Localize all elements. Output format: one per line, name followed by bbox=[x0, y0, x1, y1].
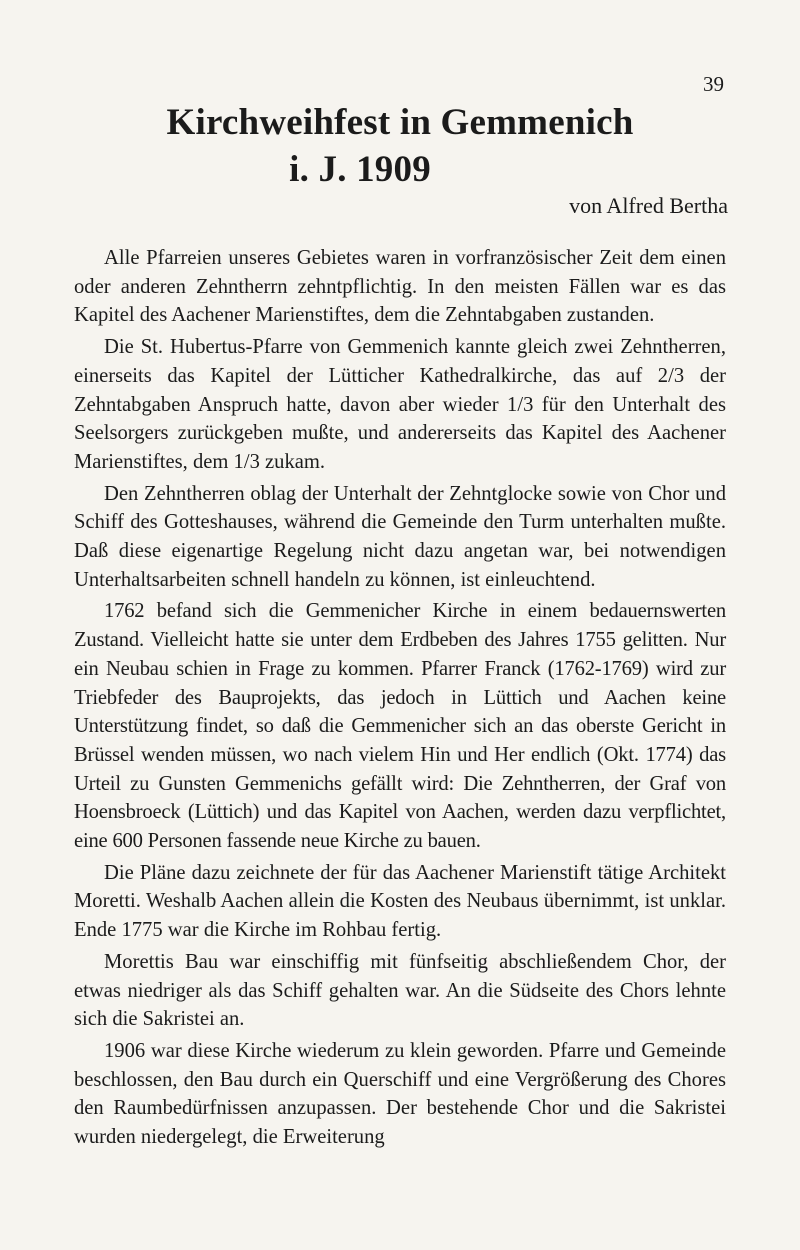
paragraph: Alle Pfarreien unseres Gebietes waren in vorfranzösischer Zeit dem einen oder anderen Zehntherrn zehntpflichtig. In den meisten Fällen war es das Kapitel des Aachener Marienstiftes, dem die Zehntabgaben zustanden. bbox=[74, 247, 726, 327]
paragraph: Die St. Hubertus-Pfarre von Gemmenich kannte gleich zwei Zehntherren, einerseits das Kapitel der Lütticher Kathedralkirche, das auf 2/3 der Zehntabgaben Anspruch hatte, davon aber wieder 1/3 für den Unterhalt des Seelsorgers zurückgeben mußte, und andererseits das Kapitel des Aachener Marienstiftes, dem 1/3 zukam. bbox=[74, 336, 726, 473]
article-body bbox=[74, 244, 726, 1155]
article-title-line-1: Kirchweihfest in Gemmenich bbox=[166, 102, 634, 143]
paragraph: Die Pläne dazu zeichnete der für das Aachener Marienstift tätige Architekt Moretti. Weshalb Aachen allein die Kosten des Neubaus übernimmt, ist unklar. Ende 1775 war die Kirche im Rohbau fertig. bbox=[74, 861, 726, 942]
paragraph: 1906 war diese Kirche wiederum zu klein geworden. Pfarre und Gemeinde beschlossen, den Bau durch ein Querschiff und eine Vergrößerung des Chores den Raumbedürfnissen anzupassen. Der bestehende Chor und die Sakristei wurden niedergelegt, die Erweiterung bbox=[74, 1039, 726, 1149]
paragraph: Morettis Bau war einschiffig mit fünfseitig abschließendem Chor, der etwas niedriger als das Schiff gehalten war. An die Südseite des Chors lehnte sich die Sakristei an. bbox=[74, 950, 726, 1031]
paragraph: Den Zehntherren oblag der Unterhalt der Zehntglocke sowie von Chor und Schiff des Gotteshauses, während die Gemeinde den Turm unterhalten mußte. Daß diese eigenartige Regelung nicht dazu angetan war, bei notwendigen Unterhaltsarbeiten schnell handeln zu können, ist einleuchtend. bbox=[74, 482, 726, 591]
page-number: 39 bbox=[703, 72, 724, 96]
paragraph: 1762 befand sich die Gemmenicher Kirche in einem bedauernswerten Zustand. Vielleicht hatte sie unter dem Erdbeben des Jahres 1755 gelitten. Nur ein Neubau schien in Frage zu kommen. Pfarrer Franck (1762-1769) wird zur Triebfeder des Bauprojekts, das jedoch in Lüttich und Aachen keine Unterstützung findet, so daß die Gemmenicher sich an das oberste Gericht in Brüssel wenden müssen, wo nach vielem Hin und Her endlich (Okt. 1774) das Urteil zu Gunsten Gemmenichs gefällt wird: Die Zehntherren, der Graf von Hoensbroeck (Lüttich) und das Kapitel von Aachen, werden dazu verpflichtet, eine 600 Personen fassende neue Kirche zu bauen. bbox=[74, 600, 726, 853]
article-title-line-2: i. J. 1909 bbox=[289, 149, 431, 190]
author-byline: von Alfred Bertha bbox=[569, 193, 728, 218]
